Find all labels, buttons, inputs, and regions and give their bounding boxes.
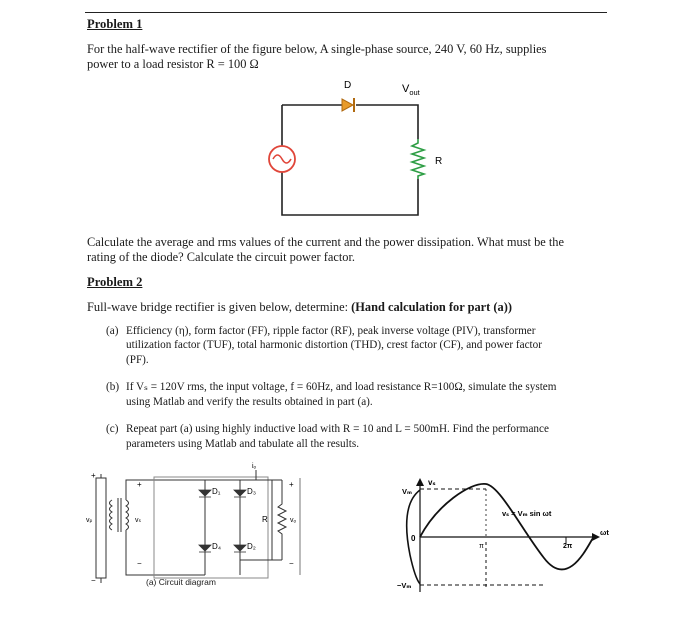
- vp-label: vₚ: [86, 517, 93, 524]
- r-label: R: [262, 515, 268, 524]
- waveform-vs-axis-label: vₛ: [428, 478, 436, 487]
- waveform-zero-label: 0: [411, 534, 416, 543]
- circuit-diagram-caption: (a) Circuit diagram: [146, 577, 216, 587]
- problem1-heading: Problem 1: [87, 17, 143, 31]
- d4-label: D₄: [212, 542, 222, 551]
- problem1-intro-line2: power to a load resistor R = 100 Ω: [87, 57, 259, 71]
- waveform-neg-vm-label: −Vₘ: [397, 581, 412, 590]
- part-a-line3: (PF).: [126, 354, 149, 366]
- minus-label-left: −: [91, 576, 96, 585]
- part-b-label: (b): [106, 381, 120, 393]
- waveform-wt-label: ωt: [600, 528, 609, 537]
- part-c-line1: Repeat part (a) using highly inductive load with R = 10 and L = 500mH. Find the performance: [126, 423, 549, 435]
- resistor-label: R: [435, 156, 443, 167]
- plus-label-right: +: [289, 480, 294, 489]
- diode-label: D: [344, 80, 352, 91]
- waveform-pi-label: π: [479, 543, 484, 550]
- d1-label: D₁: [212, 487, 221, 496]
- part-c-line2: parameters using Matlab and tabulate all the results.: [126, 438, 359, 450]
- minus-label-mid: −: [137, 559, 142, 568]
- io-label: iₒ: [252, 463, 257, 470]
- part-b-line1: If Vₛ = 120V rms, the input voltage, f = 60Hz, and load resistance R=100Ω, simulate the system: [126, 381, 557, 393]
- problem1-question-line1: Calculate the average and rms values of the current and the power dissipation. What must be the: [87, 235, 564, 249]
- vo-label: vₒ: [290, 517, 297, 524]
- waveform-equation: vₛ = Vₘ sin ωt: [502, 509, 552, 518]
- problem1-question-line2: rating of the diode? Calculate the circuit power factor.: [87, 250, 356, 264]
- waveform-2pi-label: 2π: [563, 543, 573, 550]
- problem1-intro-line1: For the half-wave rectifier of the figure below, A single-phase source, 240 V, 60 Hz, supplies: [87, 42, 547, 56]
- problem2-intro: Full-wave bridge rectifier is given below, determine: (Hand calculation for part (a)): [87, 300, 512, 314]
- waveform-vm-label: Vₘ: [402, 487, 412, 496]
- d2-label: D₂: [247, 542, 256, 551]
- minus-label-right: −: [289, 559, 294, 568]
- part-c-label: (c): [106, 423, 119, 435]
- part-a-label: (a): [106, 325, 119, 337]
- problem2-heading: Problem 2: [87, 275, 143, 289]
- part-a-line2: utilization factor (TUF), total harmonic distortion (THD), crest factor (CF), and power factor: [126, 339, 542, 351]
- vout-label: $V_{out}$: [402, 83, 420, 97]
- part-b-line2: using Matlab and verify the results obtained in part (a).: [126, 396, 373, 408]
- part-a-line1: Efficiency (η), form factor (FF), ripple factor (RF), peak inverse voltage (PIV), transformer: [126, 325, 536, 337]
- plus-label-left: +: [91, 471, 96, 480]
- vs-label: vₛ: [135, 517, 142, 524]
- d3-label: D₃: [247, 487, 257, 496]
- plus-label-mid: +: [137, 480, 142, 489]
